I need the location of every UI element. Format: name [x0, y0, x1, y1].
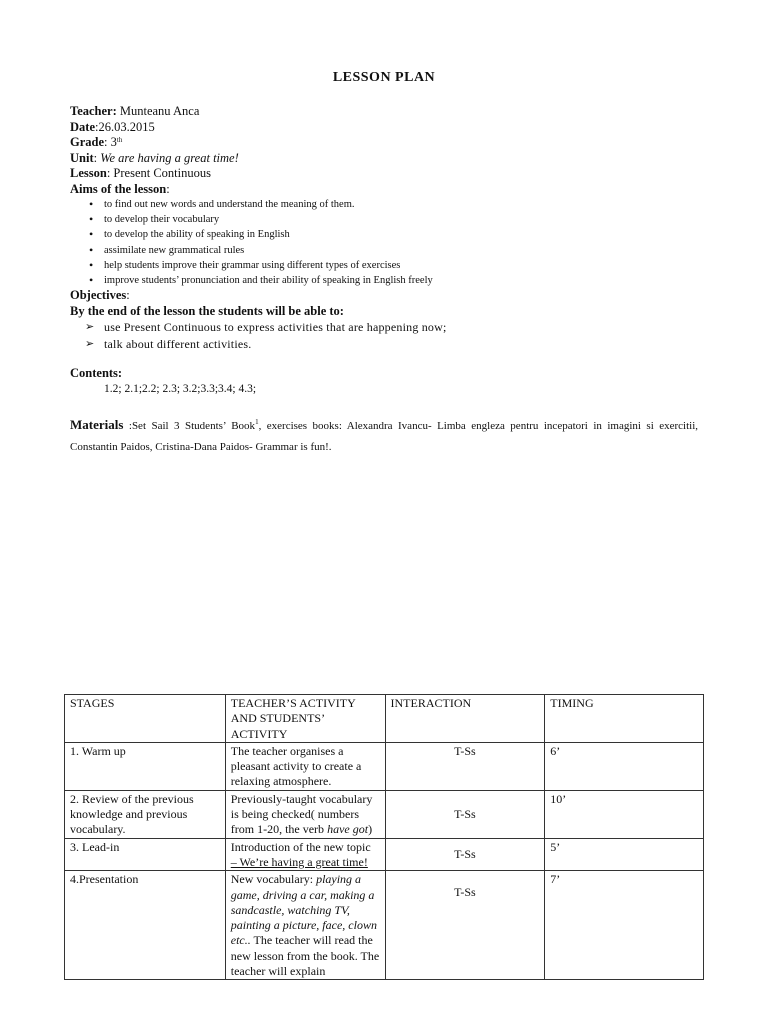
table-row [65, 871, 704, 980]
header-stages: STAGES [65, 695, 226, 743]
activity-italic-text: playing a game, driving a car, making a sandcastle, watching TV, painting a picture, face, clown etc.. [230, 872, 377, 948]
grade-value: : 3 [104, 135, 117, 149]
interaction-cell: T-Ss [385, 790, 545, 838]
timing-cell: 7’ [545, 871, 704, 980]
objectives-colon: : [126, 288, 130, 303]
grade-row [70, 135, 700, 151]
date-label: Date [70, 119, 95, 134]
contents-label: Contents: [70, 366, 123, 381]
aim-item: • assimilate new grammatical rules [104, 243, 700, 258]
interaction-cell: T-Ss [385, 838, 545, 871]
unit-row [70, 151, 700, 167]
interaction-cell: T-Ss [385, 871, 545, 980]
objective-item: ➢ talk about different activities. [104, 336, 700, 353]
materials-footnote-mark: 1 [255, 418, 259, 426]
header-timing: TIMING [545, 695, 704, 743]
header-activity: TEACHER’S ACTIVITY AND STUDENTS’ ACTIVITY [225, 695, 385, 743]
objectives-intro: By the end of the lesson the students will be able to: [70, 303, 344, 318]
unit-value: We are having a great time! [100, 150, 239, 165]
activity-text-end: The teacher will read the new lesson from the book. The teacher will explain [230, 933, 380, 979]
teacher-label: Teacher: [70, 104, 117, 118]
table-row [65, 742, 704, 790]
activity-text-end: ) [368, 822, 373, 837]
materials-paragraph [70, 414, 698, 458]
date-row [70, 120, 700, 136]
activity-cell [225, 790, 385, 838]
teacher-row [70, 104, 700, 120]
lesson-value: : Present Continuous [106, 166, 211, 180]
document-title: LESSON PLAN [332, 70, 436, 85]
aim-item: • help students improve their grammar using different types of exercises [104, 258, 700, 273]
table-header-row [65, 695, 704, 743]
table-row [65, 838, 704, 871]
aims-heading [70, 182, 700, 198]
materials-label: Materials [70, 417, 124, 432]
objectives-label: Objectives [70, 288, 127, 303]
aims-colon: : [166, 181, 170, 196]
activity-italic-text: have got [327, 822, 369, 837]
aims-list [70, 197, 700, 288]
date-value: :26.03.2015 [95, 119, 155, 134]
grade-superscript: th [116, 136, 123, 144]
interaction-cell: T-Ss [385, 742, 545, 790]
contents-value: 1.2; 2.1;2.2; 2.3; 3.2;3.3;3.4; 4.3; [104, 382, 257, 395]
aim-item: • improve students’ pronunciation and their ability of speaking in English freely [104, 273, 700, 288]
materials-text-a: :Set Sail 3 Students’ Book [123, 420, 256, 432]
teacher-value: Munteanu Anca [119, 104, 200, 118]
unit-label: Unit [70, 150, 94, 165]
timing-cell: 10’ [545, 790, 704, 838]
stage-cell: 4.Presentation [65, 871, 226, 980]
timing-cell: 5’ [545, 838, 704, 871]
aim-item: • to develop their vocabulary [104, 212, 700, 227]
activity-text: New vocabulary: [230, 872, 317, 887]
activity-text: Introduction of the new topic [230, 839, 371, 854]
activity-cell [225, 838, 385, 871]
lesson-info [70, 104, 700, 397]
grade-label: Grade [70, 135, 105, 149]
activity-cell [225, 871, 385, 980]
stage-cell: 2. Review of the previous knowledge and previous vocabulary. [65, 790, 226, 838]
objectives-list [70, 319, 700, 352]
stage-cell: 1. Warm up [65, 742, 226, 790]
stages-table [64, 694, 704, 980]
unit-separator: : [93, 150, 101, 165]
aim-item: • to develop the ability of speaking in English [104, 227, 700, 242]
lesson-label: Lesson [70, 166, 107, 180]
activity-text: Previously-taught vocabulary is being checked( numbers from 1-20, the verb [230, 791, 373, 837]
table-row [65, 790, 704, 838]
header-interaction: INTERACTION [385, 695, 545, 743]
objective-item: ➢ use Present Continuous to express activities that are happening now; [104, 319, 700, 336]
objectives-heading [70, 288, 700, 304]
stage-cell: 3. Lead-in [65, 838, 226, 871]
timing-cell: 6’ [545, 742, 704, 790]
lesson-row [70, 166, 700, 182]
materials-text-b: , exercises books: Alexandra Ivancu- Limba engleza pentru incepatori in imagini si exercitii, Constantin Paidos, Cristina-Dana Paidos- Grammar is fun!. [70, 420, 698, 453]
activity-underlined-text: – We’re having a great time! [230, 854, 368, 869]
aim-item: • to find out new words and understand the meaning of them. [104, 197, 700, 212]
activity-cell: The teacher organises a pleasant activity to create a relaxing atmosphere. [225, 742, 385, 790]
aims-label: Aims of the lesson [70, 181, 167, 196]
